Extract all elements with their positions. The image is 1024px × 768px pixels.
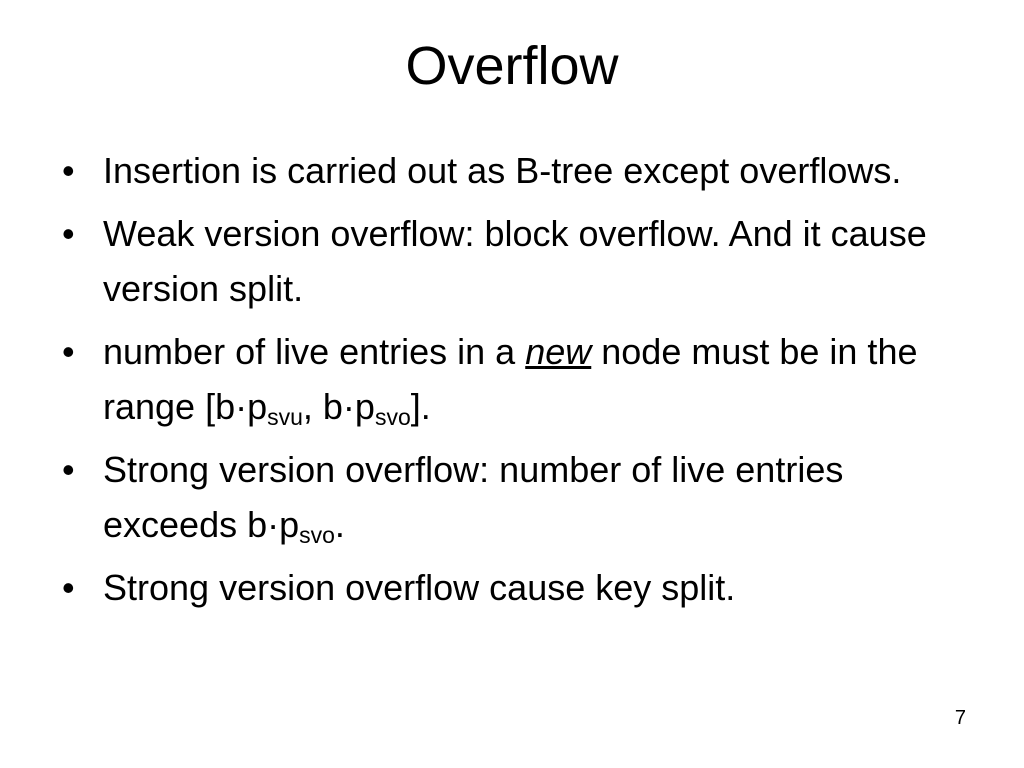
bullet-item-live-entries-range: [60, 324, 960, 434]
bullet-item-key-split: [60, 560, 960, 615]
bullet-marker: •: [62, 331, 75, 372]
bullet-item-strong-overflow-definition: [60, 442, 960, 552]
bullet-text-part: , b·p: [302, 386, 375, 427]
bullet-text-part: ].: [410, 386, 431, 427]
bullet-text-part: Strong version overflow: number of live entries exceeds b·p: [103, 449, 844, 545]
emphasis-new: new: [525, 331, 592, 372]
bullet-marker: •: [62, 567, 75, 608]
subscript-svu: svu: [267, 404, 303, 430]
bullet-marker: •: [62, 150, 75, 191]
page-number: 7: [954, 707, 966, 729]
bullet-text-part: node must be in the range [b·p: [103, 331, 918, 427]
bullet-text: Strong version overflow cause key split.: [103, 567, 736, 608]
bullet-text-part: number of live entries in a: [103, 331, 526, 372]
bullet-item-weak-overflow: [60, 206, 960, 316]
bullet-text-part: .: [334, 504, 345, 545]
bullet-list: [60, 143, 960, 623]
bullet-item-insertion: [60, 143, 960, 198]
bullet-text: Insertion is carried out as B-tree except overflows.: [103, 150, 902, 191]
subscript-svo: svo: [299, 522, 335, 548]
bullet-text: Weak version overflow: block overflow. And it cause version split.: [103, 213, 927, 309]
bullet-marker: •: [62, 213, 75, 254]
slide-title: Overflow: [405, 36, 619, 96]
bullet-marker: •: [62, 449, 75, 490]
subscript-svo: svo: [374, 404, 411, 430]
